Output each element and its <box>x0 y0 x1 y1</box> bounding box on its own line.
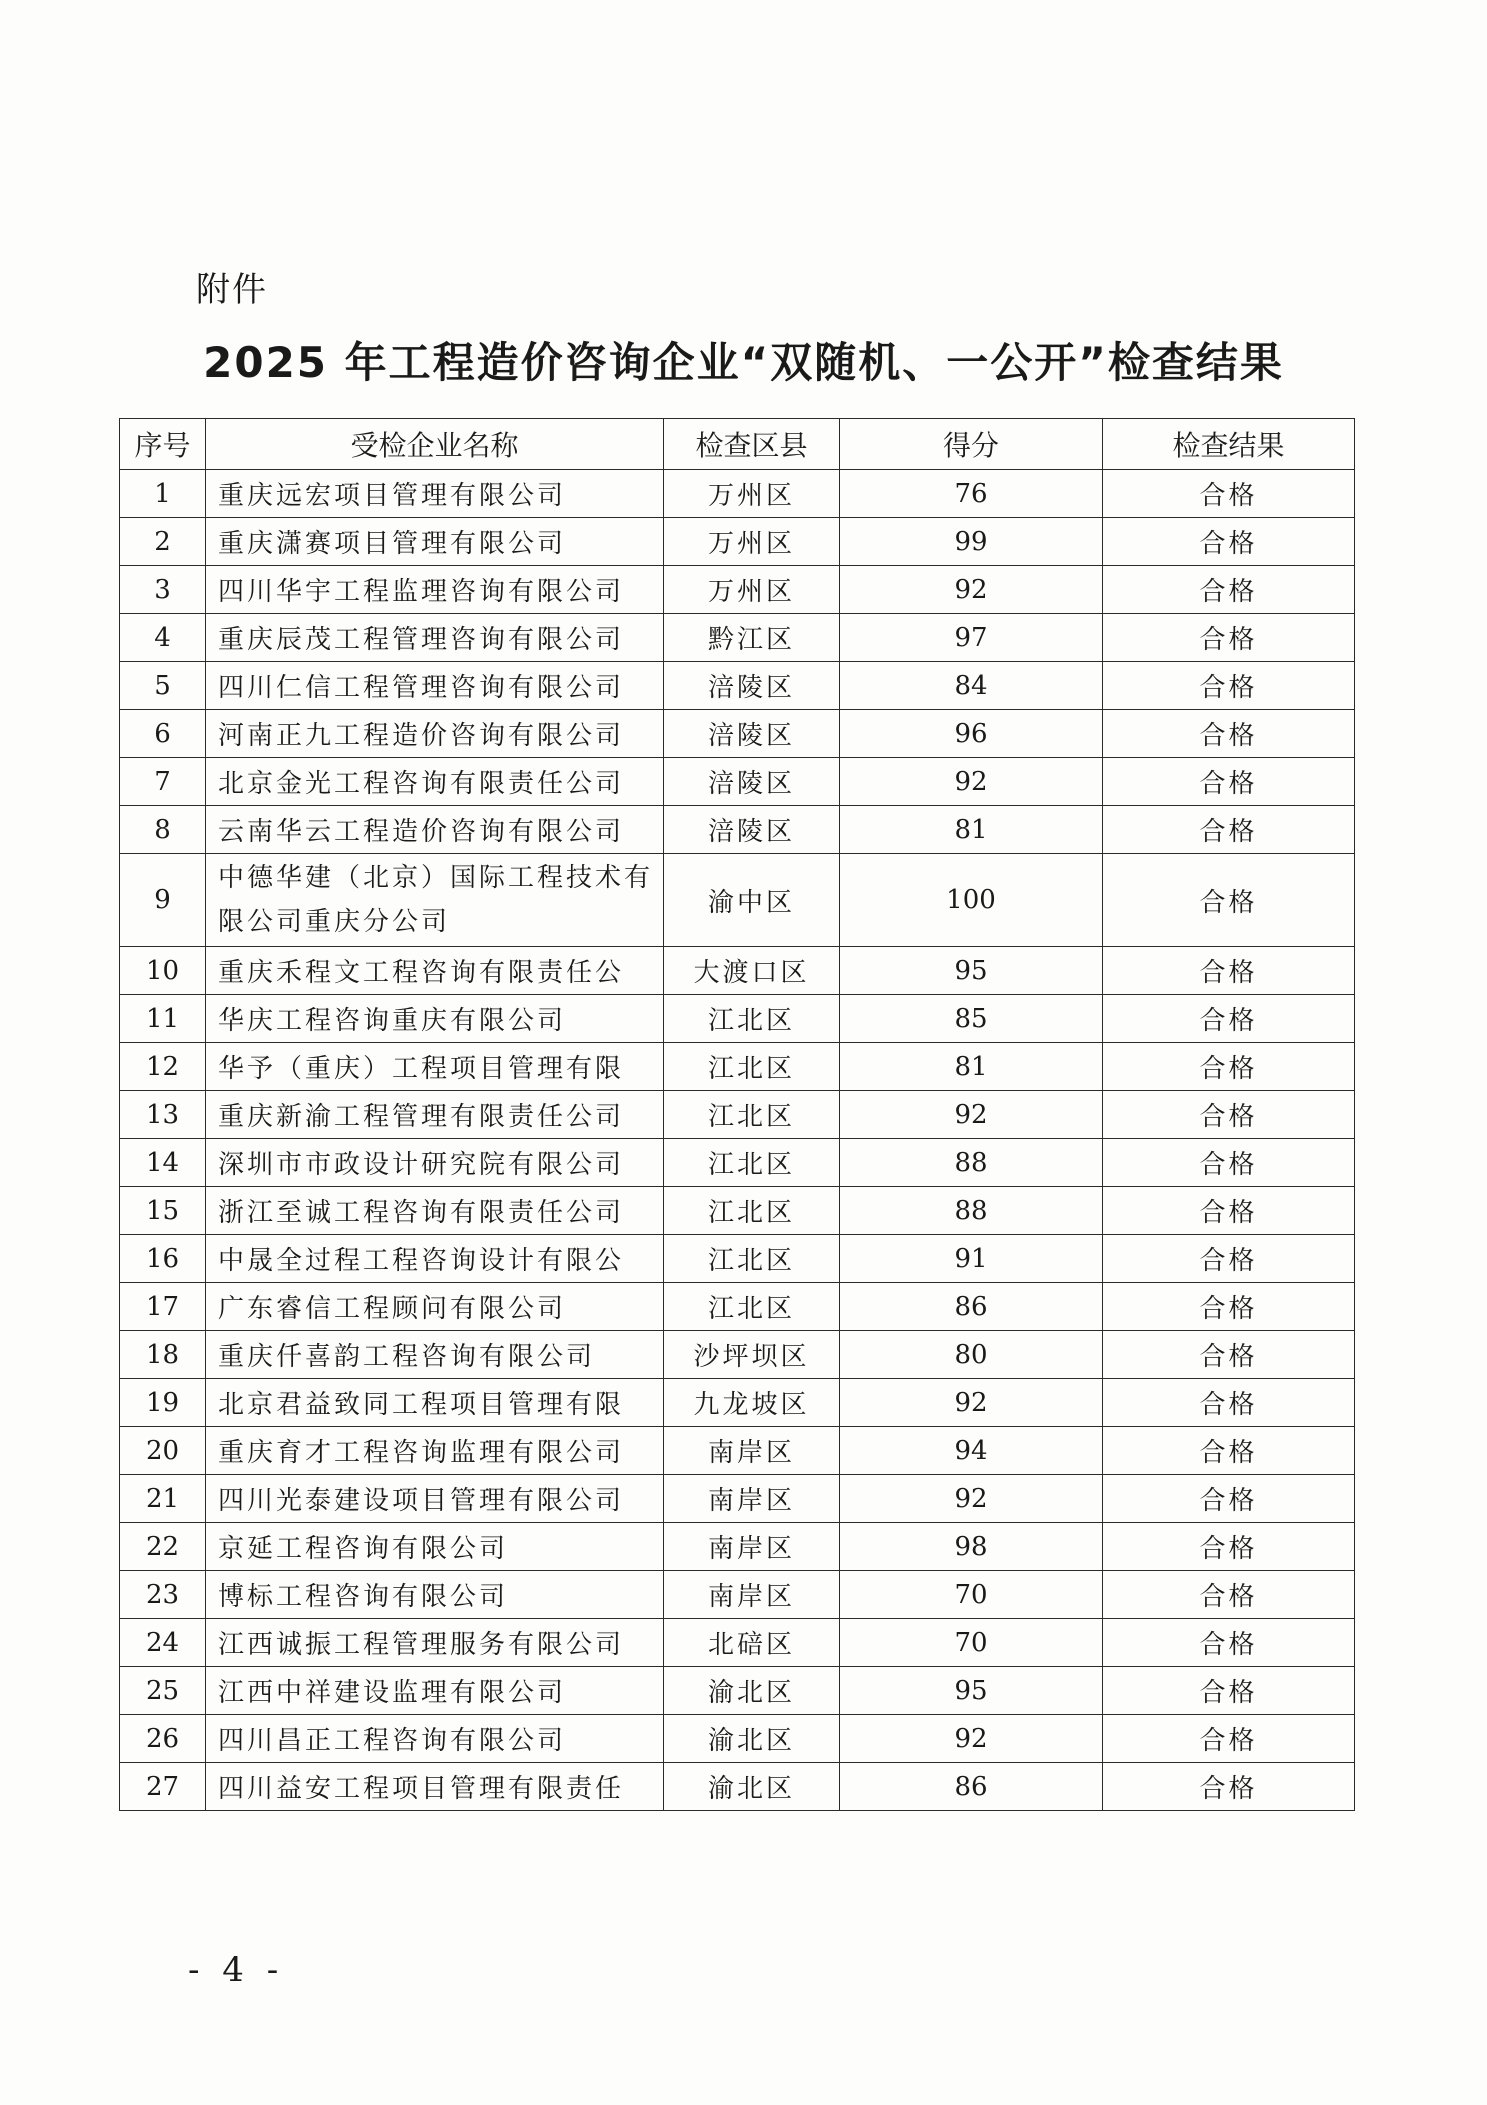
cell-score: 100 <box>840 854 1103 947</box>
cell-district: 江北区 <box>664 995 840 1043</box>
cell-district: 万州区 <box>664 470 840 518</box>
cell-result: 合格 <box>1103 995 1355 1043</box>
cell-company-name: 中德华建（北京）国际工程技术有限公司重庆分公司 <box>206 854 664 947</box>
table-row <box>120 1139 1355 1187</box>
cell-company-name: 浙江至诚工程咨询有限责任公司 <box>206 1187 664 1235</box>
cell-result: 合格 <box>1103 1043 1355 1091</box>
cell-company-name: 重庆新渝工程管理有限责任公司 <box>206 1091 664 1139</box>
cell-score: 97 <box>840 614 1103 662</box>
cell-district: 江北区 <box>664 1235 840 1283</box>
table-row <box>120 1571 1355 1619</box>
table-row <box>120 1187 1355 1235</box>
cell-company-name: 重庆禾程文工程咨询有限责任公 <box>206 947 664 995</box>
cell-score: 95 <box>840 1667 1103 1715</box>
cell-no: 3 <box>120 566 206 614</box>
table-row <box>120 806 1355 854</box>
cell-district: 九龙坡区 <box>664 1379 840 1427</box>
cell-district: 黔江区 <box>664 614 840 662</box>
cell-company-name: 华予（重庆）工程项目管理有限 <box>206 1043 664 1091</box>
table-row <box>120 1715 1355 1763</box>
cell-result: 合格 <box>1103 1619 1355 1667</box>
cell-result: 合格 <box>1103 1715 1355 1763</box>
cell-no: 26 <box>120 1715 206 1763</box>
cell-no: 20 <box>120 1427 206 1475</box>
cell-no: 13 <box>120 1091 206 1139</box>
cell-result: 合格 <box>1103 1187 1355 1235</box>
cell-result: 合格 <box>1103 710 1355 758</box>
cell-company-name: 云南华云工程造价咨询有限公司 <box>206 806 664 854</box>
cell-score: 92 <box>840 1091 1103 1139</box>
table-row <box>120 1523 1355 1571</box>
cell-district: 江北区 <box>664 1283 840 1331</box>
cell-district: 渝中区 <box>664 854 840 947</box>
cell-score: 84 <box>840 662 1103 710</box>
cell-score: 86 <box>840 1283 1103 1331</box>
cell-company-name: 四川仁信工程管理咨询有限公司 <box>206 662 664 710</box>
cell-no: 16 <box>120 1235 206 1283</box>
cell-score: 85 <box>840 995 1103 1043</box>
cell-result: 合格 <box>1103 1667 1355 1715</box>
cell-no: 11 <box>120 995 206 1043</box>
cell-district: 万州区 <box>664 566 840 614</box>
cell-result: 合格 <box>1103 1283 1355 1331</box>
cell-company-name: 中晟全过程工程咨询设计有限公 <box>206 1235 664 1283</box>
cell-no: 23 <box>120 1571 206 1619</box>
cell-district: 万州区 <box>664 518 840 566</box>
page-number: - 4 - <box>188 1950 285 1990</box>
cell-district: 江北区 <box>664 1187 840 1235</box>
cell-district: 渝北区 <box>664 1715 840 1763</box>
table-row <box>120 947 1355 995</box>
cell-district: 江北区 <box>664 1091 840 1139</box>
cell-no: 17 <box>120 1283 206 1331</box>
cell-result: 合格 <box>1103 1571 1355 1619</box>
cell-score: 81 <box>840 806 1103 854</box>
cell-company-name: 重庆潇赛项目管理有限公司 <box>206 518 664 566</box>
cell-no: 5 <box>120 662 206 710</box>
table-row <box>120 1619 1355 1667</box>
cell-no: 21 <box>120 1475 206 1523</box>
cell-score: 91 <box>840 1235 1103 1283</box>
table-row <box>120 614 1355 662</box>
cell-company-name: 四川昌正工程咨询有限公司 <box>206 1715 664 1763</box>
cell-company-name: 北京君益致同工程项目管理有限 <box>206 1379 664 1427</box>
cell-company-name: 江西中祥建设监理有限公司 <box>206 1667 664 1715</box>
cell-score: 70 <box>840 1571 1103 1619</box>
cell-no: 12 <box>120 1043 206 1091</box>
cell-score: 70 <box>840 1619 1103 1667</box>
table-row <box>120 1667 1355 1715</box>
cell-district: 涪陵区 <box>664 758 840 806</box>
table-row <box>120 566 1355 614</box>
cell-district: 南岸区 <box>664 1571 840 1619</box>
cell-no: 27 <box>120 1763 206 1811</box>
cell-district: 涪陵区 <box>664 710 840 758</box>
cell-score: 96 <box>840 710 1103 758</box>
cell-company-name: 重庆辰茂工程管理咨询有限公司 <box>206 614 664 662</box>
cell-result: 合格 <box>1103 1379 1355 1427</box>
cell-no: 7 <box>120 758 206 806</box>
cell-company-name: 重庆远宏项目管理有限公司 <box>206 470 664 518</box>
cell-company-name: 华庆工程咨询重庆有限公司 <box>206 995 664 1043</box>
cell-result: 合格 <box>1103 1235 1355 1283</box>
cell-no: 6 <box>120 710 206 758</box>
cell-score: 81 <box>840 1043 1103 1091</box>
cell-district: 南岸区 <box>664 1475 840 1523</box>
table-row <box>120 1379 1355 1427</box>
cell-no: 9 <box>120 854 206 947</box>
inspection-results-table <box>119 418 1355 1811</box>
table-header-row <box>120 419 1355 470</box>
cell-result: 合格 <box>1103 1139 1355 1187</box>
cell-score: 88 <box>840 1187 1103 1235</box>
cell-no: 18 <box>120 1331 206 1379</box>
table-row <box>120 758 1355 806</box>
cell-result: 合格 <box>1103 1091 1355 1139</box>
table-row <box>120 1091 1355 1139</box>
cell-district: 沙坪坝区 <box>664 1331 840 1379</box>
cell-no: 22 <box>120 1523 206 1571</box>
header-company-name: 受检企业名称 <box>206 419 664 470</box>
table-row <box>120 854 1355 947</box>
table-body <box>120 470 1355 1811</box>
header-no: 序号 <box>120 419 206 470</box>
table-row <box>120 518 1355 566</box>
cell-result: 合格 <box>1103 806 1355 854</box>
cell-no: 19 <box>120 1379 206 1427</box>
header-score: 得分 <box>840 419 1103 470</box>
table-row <box>120 710 1355 758</box>
cell-result: 合格 <box>1103 662 1355 710</box>
cell-result: 合格 <box>1103 1763 1355 1811</box>
cell-district: 涪陵区 <box>664 806 840 854</box>
cell-district: 南岸区 <box>664 1523 840 1571</box>
cell-score: 92 <box>840 1475 1103 1523</box>
cell-company-name: 四川益安工程项目管理有限责任 <box>206 1763 664 1811</box>
cell-no: 10 <box>120 947 206 995</box>
cell-result: 合格 <box>1103 758 1355 806</box>
cell-no: 2 <box>120 518 206 566</box>
cell-district: 江北区 <box>664 1043 840 1091</box>
cell-company-name: 四川光泰建设项目管理有限公司 <box>206 1475 664 1523</box>
cell-district: 渝北区 <box>664 1667 840 1715</box>
cell-district: 渝北区 <box>664 1763 840 1811</box>
cell-company-name: 深圳市市政设计研究院有限公司 <box>206 1139 664 1187</box>
table-row <box>120 1427 1355 1475</box>
table-row <box>120 1763 1355 1811</box>
cell-score: 95 <box>840 947 1103 995</box>
cell-score: 76 <box>840 470 1103 518</box>
cell-district: 涪陵区 <box>664 662 840 710</box>
cell-district: 大渡口区 <box>664 947 840 995</box>
header-district: 检查区县 <box>664 419 840 470</box>
cell-company-name: 重庆仟喜韵工程咨询有限公司 <box>206 1331 664 1379</box>
cell-score: 98 <box>840 1523 1103 1571</box>
cell-score: 94 <box>840 1427 1103 1475</box>
cell-score: 80 <box>840 1331 1103 1379</box>
cell-company-name: 四川华宇工程监理咨询有限公司 <box>206 566 664 614</box>
cell-district: 北碚区 <box>664 1619 840 1667</box>
cell-district: 南岸区 <box>664 1427 840 1475</box>
cell-result: 合格 <box>1103 854 1355 947</box>
cell-result: 合格 <box>1103 947 1355 995</box>
cell-company-name: 重庆育才工程咨询监理有限公司 <box>206 1427 664 1475</box>
table-row <box>120 662 1355 710</box>
attachment-label: 附件 <box>196 270 268 310</box>
cell-no: 24 <box>120 1619 206 1667</box>
cell-result: 合格 <box>1103 1523 1355 1571</box>
cell-score: 92 <box>840 1715 1103 1763</box>
cell-result: 合格 <box>1103 518 1355 566</box>
cell-result: 合格 <box>1103 470 1355 518</box>
cell-no: 14 <box>120 1139 206 1187</box>
cell-company-name: 京延工程咨询有限公司 <box>206 1523 664 1571</box>
document-title: 2025 年工程造价咨询企业“双随机、一公开”检查结果 <box>203 338 1284 387</box>
cell-company-name: 江西诚振工程管理服务有限公司 <box>206 1619 664 1667</box>
cell-result: 合格 <box>1103 1331 1355 1379</box>
cell-no: 25 <box>120 1667 206 1715</box>
cell-district: 江北区 <box>664 1139 840 1187</box>
cell-result: 合格 <box>1103 1475 1355 1523</box>
cell-no: 15 <box>120 1187 206 1235</box>
cell-score: 99 <box>840 518 1103 566</box>
cell-no: 4 <box>120 614 206 662</box>
cell-result: 合格 <box>1103 1427 1355 1475</box>
table-row <box>120 1283 1355 1331</box>
cell-score: 92 <box>840 566 1103 614</box>
table-row <box>120 470 1355 518</box>
cell-result: 合格 <box>1103 566 1355 614</box>
cell-company-name: 广东睿信工程顾问有限公司 <box>206 1283 664 1331</box>
table-row <box>120 1331 1355 1379</box>
cell-no: 8 <box>120 806 206 854</box>
table-row <box>120 1043 1355 1091</box>
cell-score: 92 <box>840 1379 1103 1427</box>
table-row <box>120 995 1355 1043</box>
header-result: 检查结果 <box>1103 419 1355 470</box>
table-row <box>120 1235 1355 1283</box>
cell-score: 92 <box>840 758 1103 806</box>
cell-company-name: 博标工程咨询有限公司 <box>206 1571 664 1619</box>
cell-result: 合格 <box>1103 614 1355 662</box>
table-row <box>120 1475 1355 1523</box>
cell-company-name: 北京金光工程咨询有限责任公司 <box>206 758 664 806</box>
cell-no: 1 <box>120 470 206 518</box>
cell-company-name: 河南正九工程造价咨询有限公司 <box>206 710 664 758</box>
cell-score: 86 <box>840 1763 1103 1811</box>
cell-score: 88 <box>840 1139 1103 1187</box>
